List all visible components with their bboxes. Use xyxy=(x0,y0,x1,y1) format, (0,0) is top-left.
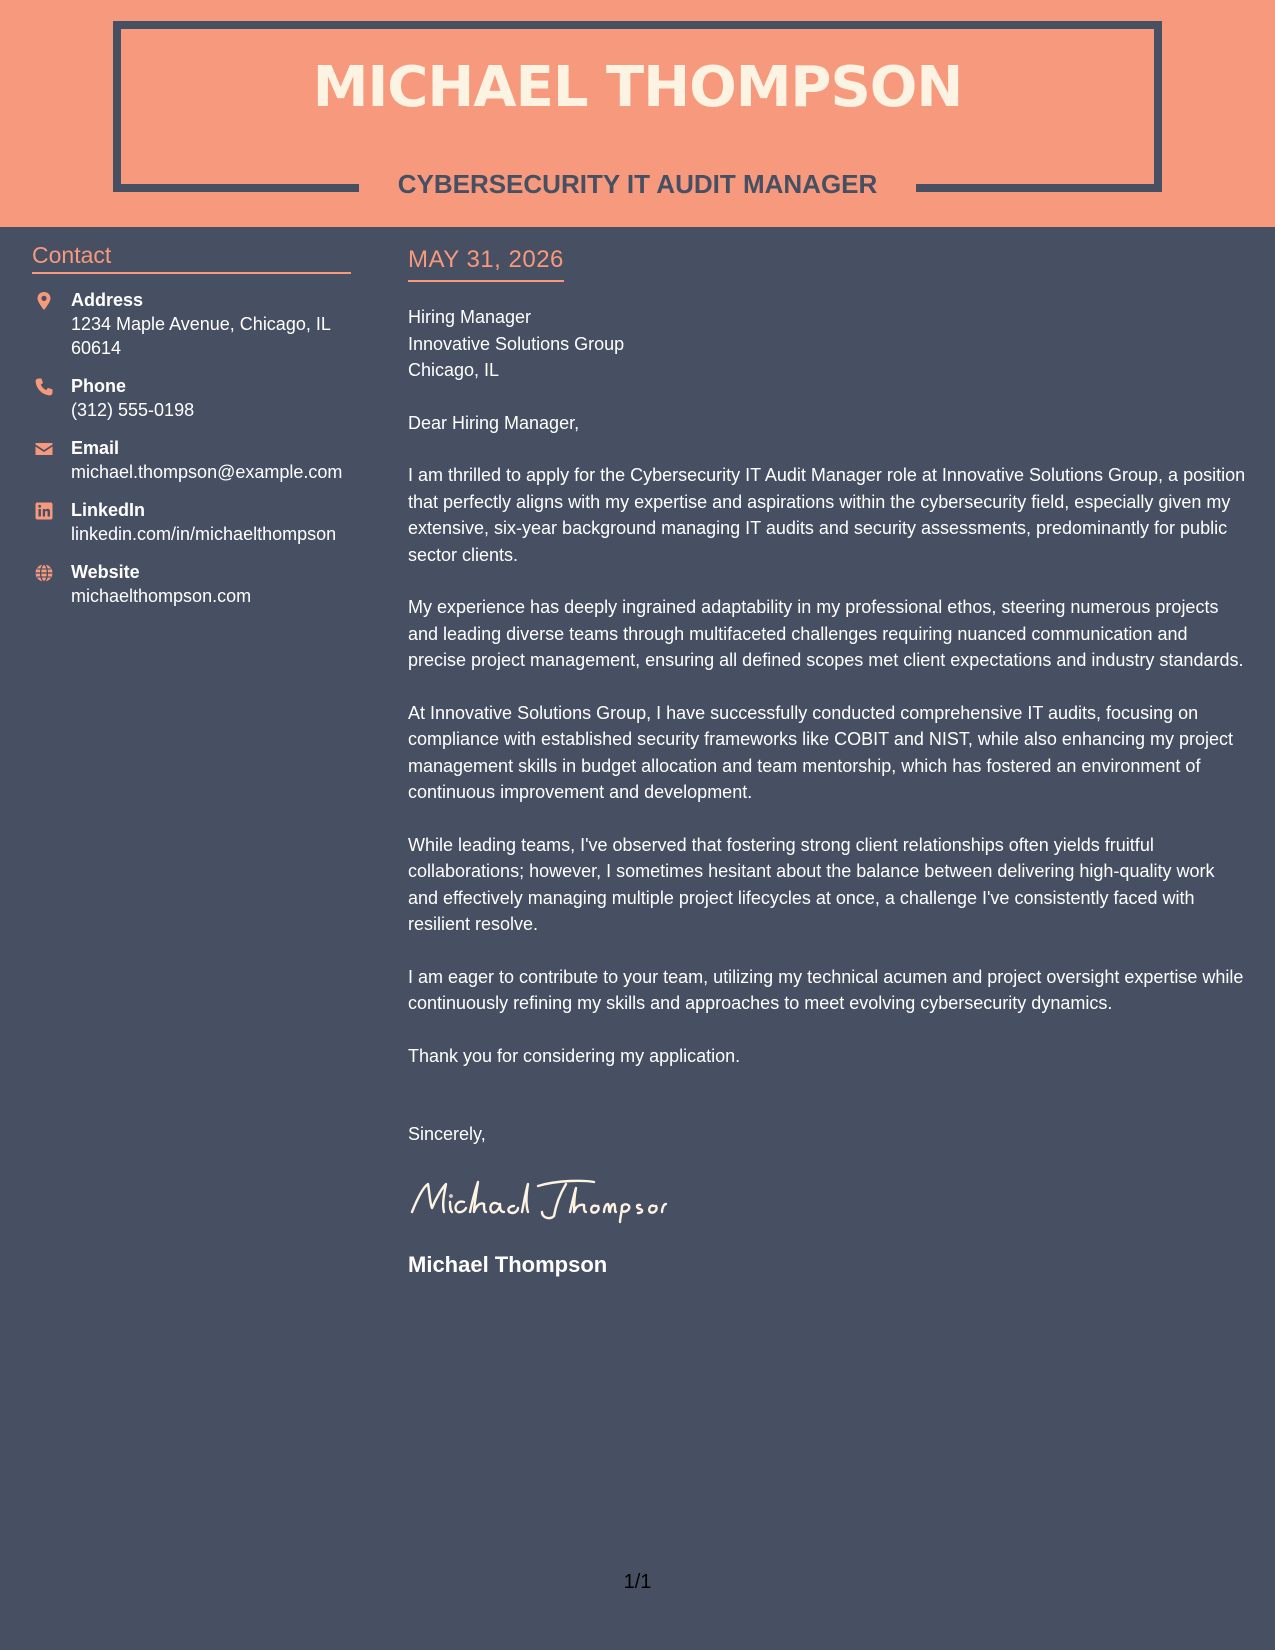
email-value[interactable]: michael.thompson@example.com xyxy=(71,462,343,482)
contact-address xyxy=(32,288,351,360)
body-paragraph: While leading teams, I've observed that fostering strong client relationships often yields fruitful collaborations; however, I sometimes hesitant about the balance between delivering high-quality work and effectively managing multiple project lifecycles at once, a challenge I've consistently faced with resilient resolve. xyxy=(408,834,1215,934)
contact-website xyxy=(32,560,351,608)
recipient-company: Innovative Solutions Group xyxy=(408,333,625,354)
phone-icon xyxy=(34,377,54,397)
applicant-name: MICHAEL THOMPSON xyxy=(312,55,963,120)
header-banner xyxy=(0,0,1275,227)
contact-label: Email xyxy=(71,438,120,458)
linkedin-value[interactable]: linkedin.com/in/michaelthompson xyxy=(71,524,337,544)
body-paragraph: At Innovative Solutions Group, I have successfully conducted comprehensive IT audits, focusing on compliance with established security frameworks like COBIT and NIST, while also enhancing my project management skills in budget allocation and team mentorship, which has fostered an environment of continuous improvement and development. xyxy=(408,702,1234,802)
closing: Sincerely, xyxy=(408,1124,486,1144)
linkedin-icon xyxy=(34,501,54,521)
phone-value: (312) 555-0198 xyxy=(71,400,195,420)
thanks-line: Thank you for considering my application. xyxy=(408,1045,741,1066)
recipient-line: Hiring Manager xyxy=(408,307,532,327)
contact-label: Address xyxy=(71,290,144,310)
letter-body xyxy=(408,246,1248,1279)
body-paragraph: I am eager to contribute to your team, utilizing my technical acumen and project oversight expertise while continuously refining my skills and approaches to meet evolving cybersecurity dynamics. xyxy=(408,966,1244,1013)
recipient-location: Chicago, IL xyxy=(408,360,500,380)
contact-sidebar xyxy=(32,242,351,608)
globe-icon xyxy=(34,563,54,583)
signer-name: Michael Thompson xyxy=(408,1251,608,1277)
location-pin-icon xyxy=(34,291,54,311)
body-paragraph: My experience has deeply ingrained adaptability in my professional ethos, steering numerous projects and leading diverse teams through multifaceted challenges requiring nuanced communication and precise project management, ensuring all defined scopes met client expectations and industry standards. xyxy=(408,597,1244,670)
contact-label: Website xyxy=(71,562,140,582)
contact-label: Phone xyxy=(71,376,127,396)
contact-email xyxy=(32,436,351,484)
job-title: CYBERSECURITY IT AUDIT MANAGER xyxy=(359,164,916,204)
website-value[interactable]: michaelthompson.com xyxy=(71,586,252,606)
page-number: 1/1 xyxy=(623,1571,652,1593)
recipient-block xyxy=(408,304,1248,384)
salutation: Dear Hiring Manager, xyxy=(408,412,580,433)
body-paragraph: I am thrilled to apply for the Cybersecurity IT Audit Manager role at Innovative Solutions Group, a position that perfectly aligns with my expertise and aspirations within the cybersecurity field, especially given my extensive, six-year background managing IT audits and security assessments, predominantly for public sector clients. xyxy=(408,465,1246,565)
letter-date: MAY 31, 2026 xyxy=(408,246,564,282)
contact-linkedin xyxy=(32,498,351,546)
envelope-icon xyxy=(34,439,54,459)
contact-heading: Contact xyxy=(32,242,351,274)
handwritten-signature xyxy=(408,1172,668,1226)
contact-label: LinkedIn xyxy=(71,500,146,520)
address-value: 1234 Maple Avenue, Chicago, IL 60614 xyxy=(71,314,331,358)
contact-phone xyxy=(32,374,351,422)
